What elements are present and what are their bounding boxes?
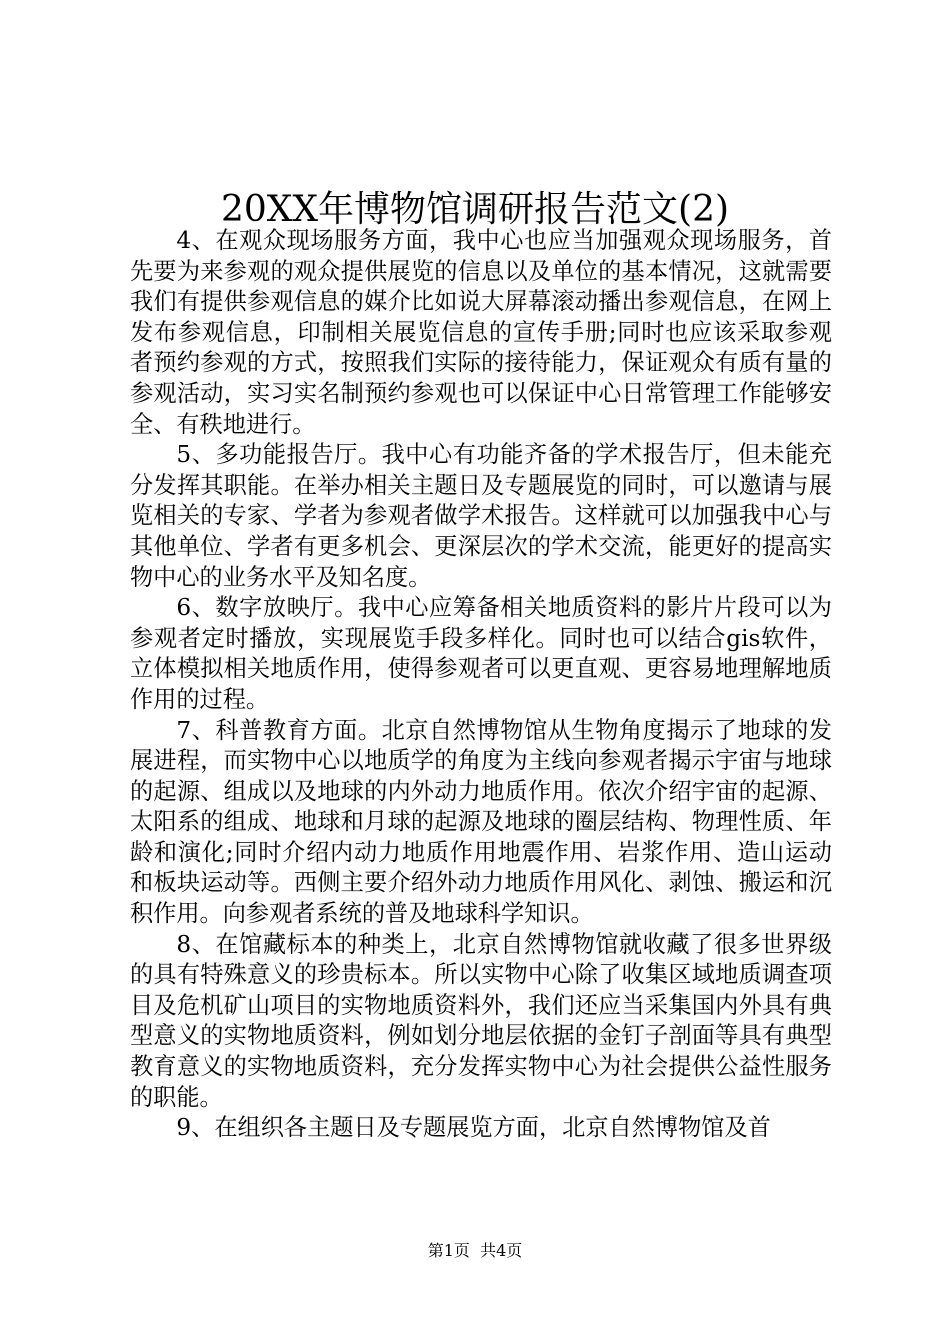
- paragraph-5: 5、多功能报告厅。我中心有功能齐备的学术报告厅，但未能充分发挥其职能。在举办相关主题日及专题展览的同时，可以邀请与展览相关的专家、学者为参观者做学术报告。这样就可以加强我中心与其他单位、学者有更多机会、更深层次的学术交流，能更好的提高实物中心的业务水平及知名度。: [130, 441, 832, 591]
- paragraph-4: 4、在观众现场服务方面，我中心也应当加强观众现场服务，首先要为来参观的观众提供展览的信息以及单位的基本情况，这就需要我们有提供参观信息的媒介比如说大屏幕滚动播出参观信息，在网上发布参观信息，印制相关展览信息的宣传手册;同时也应该采取参观者预约参观的方式，按照我们实际的接待能力，保证观众有质有量的参观活动，实习实名制预约参观也可以保证中心日常管理工作能够安全、有秩地进行。: [130, 227, 832, 438]
- paragraph-6: 6、数字放映厅。我中心应筹备相关地质资料的影片片段可以为参观者定时播放，实现展览手段多样化。同时也可以结合gis软件，立体模拟相关地质作用，使得参观者可以更直观、更容易地理解地质作用的过程。: [130, 594, 832, 713]
- page-number: 第1页: [427, 1241, 470, 1260]
- page-footer: [0, 1240, 950, 1262]
- document-body: [130, 226, 832, 1144]
- footer-separator: [470, 1241, 480, 1260]
- paragraph-7: 7、科普教育方面。北京自然博物馆从生物角度揭示了地球的发展进程，而实物中心以地质学的角度为主线向参观者揭示宇宙与地球的起源、组成以及地球的内外动力地质作用。依次介绍宇宙的起源、太阳系的组成、地球和月球的起源及地球的圈层结构、物理性质、年龄和演化;同时介绍内动力地质作用地震作用、岩浆作用、造山运动和板块运动等。西侧主要介绍外动力地质作用风化、剥蚀、搬运和沉积作用。向参观者系统的普及地球科学知识。: [130, 716, 832, 928]
- document-title: 20XX年博物馆调研报告范文(2): [220, 189, 730, 230]
- paragraph-9: 9、在组织各主题日及专题展览方面，北京自然博物馆及首: [176, 1114, 771, 1142]
- paragraph-8: 8、在馆藏标本的种类上，北京自然博物馆就收藏了很多世界级的具有特殊意义的珍贵标本。所以实物中心除了收集区域地质调查项目及危机矿山项目的实物地质资料外，我们还应当采集国内外具有典型意义的实物地质资料，例如划分地层依据的金钉子剖面等具有典型教育意义的实物地质资料，充分发挥实物中心为社会提供公益性服务的职能。: [130, 930, 832, 1111]
- page-total: 共4页: [480, 1241, 523, 1260]
